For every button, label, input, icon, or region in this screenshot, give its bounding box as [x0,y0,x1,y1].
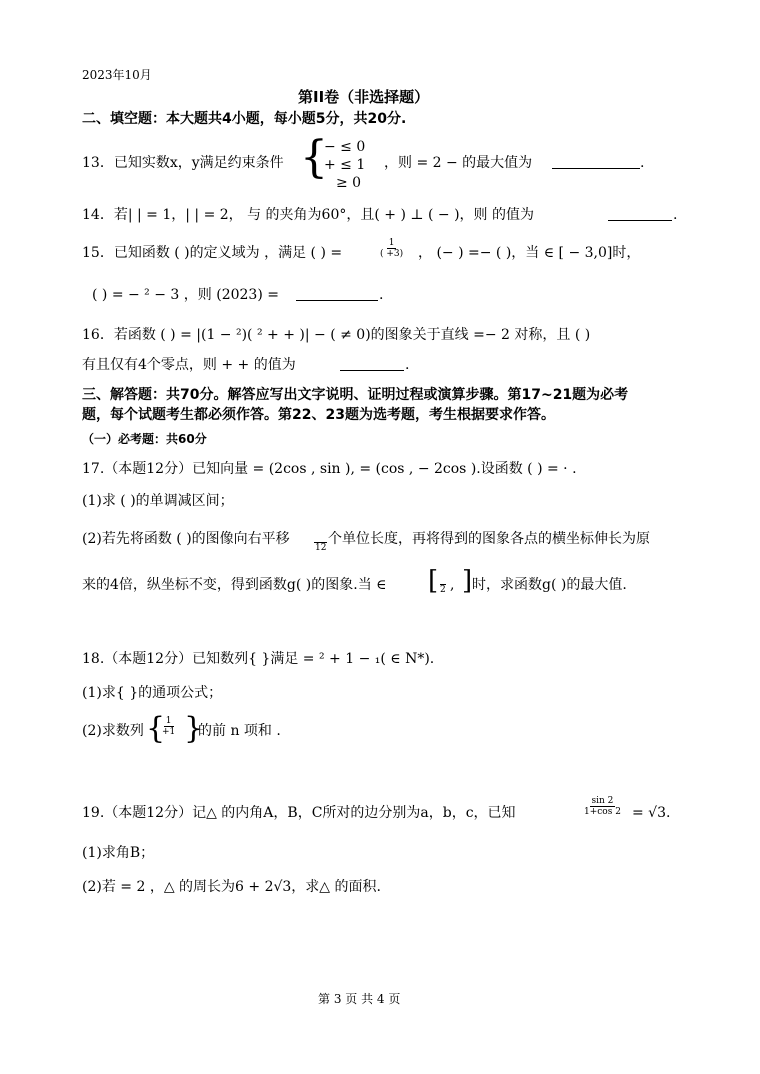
part3-heading-line2: 题，每个试题考生都必须作答。第22、23题为选考题，考生根据要求作答。 [82,407,555,423]
page-number: 第 3 页 共 4 页 [318,992,401,1006]
q15-frac-den: ( +3) [380,249,404,259]
q17-shift-fraction-den: 12 [315,543,327,553]
q13-end: . [640,155,645,171]
q17-part3-b: 时，求函数g( )的最大值. [472,577,627,593]
q17-interval-left-bracket: [ [428,566,439,596]
q13-cond1: − ≤ 0 [324,139,366,155]
q13-cond2: + ≤ 1 [324,157,366,173]
q19-frac-den: 1+cos 2 [584,807,621,817]
q17-part2-a: (2)若先将函数 ( )的图像向右平移 [82,531,290,547]
q16-answer-blank [340,356,404,371]
q14-end: . [673,207,678,223]
q18-left-brace: { [146,711,166,746]
q13-cond3: ≥ 0 [336,175,362,191]
q15-end: . [379,287,384,303]
q13-brace: { [300,132,328,183]
q18-stem: 18.（本题12分）已知数列{ }满足 = ² + 1 − ₁( ∈ N*). [82,651,435,667]
part3-subheading: （一）必考题：共60分 [82,432,207,446]
q17-interval-comma: , [450,577,455,593]
exam-date: 2023年10月 [82,68,152,82]
q15-text: 15．已知函数 ( )的定义域为 ，满足 ( ) = [82,245,343,261]
q17-interval-right-bracket: ] [462,566,473,596]
part3-heading-line1: 三、解答题：共70分。解答应写出文字说明、证明过程或演算步骤。第17~21题为必考 [82,387,629,403]
q16-end: . [405,357,410,373]
q17-stem: 17.（本题12分）已知向量 = (2cos , sin ), = (cos , − 2cos ).设函数 ( ) = · . [82,461,577,477]
q18-frac-den: +1 [162,727,176,737]
q16-line1: 16．若函数 ( ) = |(1 − ²)( ² + + )| − ( ≠ 0)的图象关于直线 =− 2 对称，且 ( ) [82,327,591,343]
q19-stem-b: = √3. [632,805,671,821]
q19-part1: (1)求角B； [82,845,155,861]
q19-frac-num: sin 2 [591,796,614,806]
q17-part3-a: 来的4倍，纵坐标不变，得到函数g( )的图象.当 ∈ [82,577,387,593]
part2-heading: 二、填空题：本大题共4小题，每小题5分，共20分. [82,111,407,127]
q18-part2-a: (2)求数列 [82,723,144,739]
q19-fraction [584,796,621,817]
q13-tail: ，则 = 2 − 的最大值为 [384,155,533,171]
q15-line2: ( ) = − ² − 3 ，则 (2023) = [92,287,279,303]
q13-text: 13．已知实数x，y满足约束条件 [82,155,284,171]
q19-stem-a: 19.（本题12分）记△ 的内角A，B，C所对的边分别为a，b，c，已知 [82,805,516,821]
q18-right-brace: } [184,711,204,746]
section-title: 第II卷（非选择题） [298,88,430,106]
q15-frac-num: 1 [388,238,395,248]
q13-answer-blank [552,154,640,169]
q19-part2: (2)若 = 2 ，△ 的周长为6 + 2√3，求△ 的面积. [82,879,381,895]
q17-part1: (1)求 ( )的单调减区间； [82,493,234,509]
q15-text2: ， (− ) =− ( )，当 ∈ [ − 3,0]时， [418,245,641,261]
q18-frac-num: 1 [165,716,172,726]
q15-fraction [380,238,403,259]
q18-part2-b: 的前 n 项和 . [198,723,281,739]
q14-answer-blank [608,206,672,221]
q17-part2-b: 个单位长度，再将得到的图象各点的横坐标伸长为原 [328,531,650,547]
q18-part1: (1)求{ }的通项公式； [82,685,223,701]
q15-answer-blank [296,286,378,301]
q17-interval-frac: 2 [440,585,446,595]
q16-line2: 有且仅有4个零点，则 + + 的值为 [82,357,296,373]
q14-text: 14．若| | = 1，| | = 2， 与 的夹角为60°，且( + ) ⊥ ( − )，则 的值为 [82,207,534,223]
q18-fraction [162,716,175,737]
